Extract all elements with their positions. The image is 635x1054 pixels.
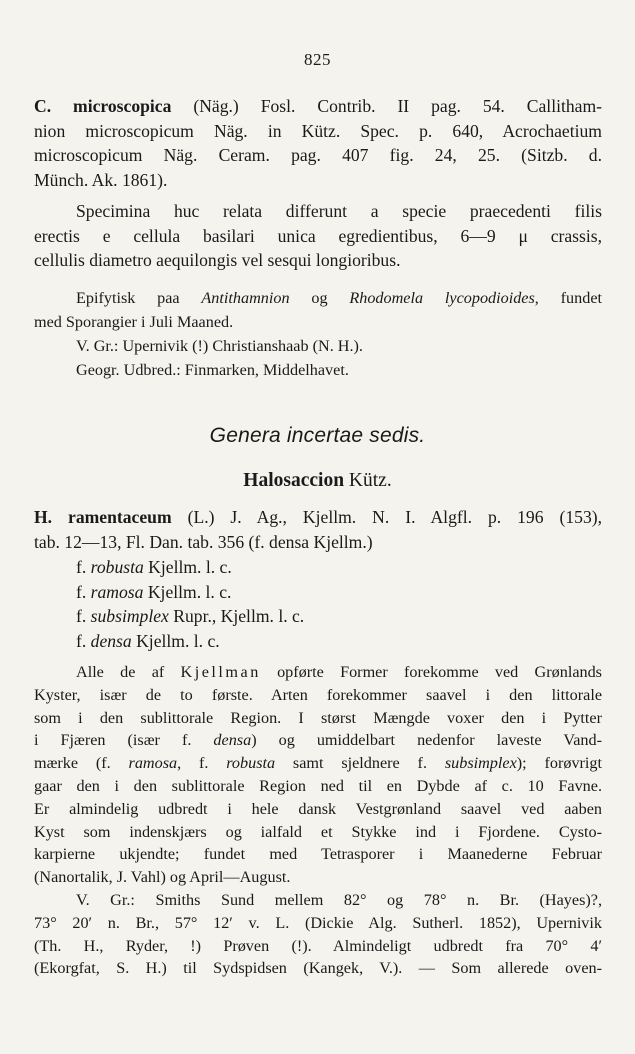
text-line: i Fjæren (især f. densa) og umiddelbart nedenfor laveste Vand- [34, 731, 602, 750]
text-line: (Ekorgfat, S. H.) til Sydspidsen (Kangek, V.). — Som allerede oven- [34, 959, 602, 978]
text-line: Er almindelig udbredt i hele dansk Vestgrønland saavel ved aaben [34, 799, 602, 818]
text-line: erectis e cellula basilari unica egredientibus, 6—9 μ crassis, [34, 225, 602, 246]
latin-description [34, 199, 602, 273]
text-line: microscopicum Näg. Ceram. pag. 407 fig. 24, 25. (Sitzb. d. [34, 145, 602, 165]
text-line: tab. 12—13, Fl. Dan. tab. 356 (f. densa Kjellm.) [34, 531, 373, 552]
text-line: Geogr. Udbred.: Finmarken, Middelhavet. [76, 361, 349, 379]
text-line: med Sporangier i Juli Maaned. [34, 313, 234, 331]
text-line: Kyster, især de to første. Arten forekommer saavel i den littorale [34, 685, 602, 704]
text-line: Alle de af Kjellman opførte Former forekomme ved Grønlands [76, 663, 602, 681]
page-number: 825 [304, 50, 331, 69]
habitat-notes [34, 286, 602, 382]
text-line: nion microscopicum Näg. in Kütz. Spec. p. 640, Acrochaetium [34, 120, 602, 141]
text-line: Specimina huc relata differunt a specie praecedenti filis [76, 201, 602, 221]
section-title: Genera incertae sedis. [209, 424, 426, 447]
text-line: V. Gr.: Smiths Sund mellem 82° og 78° n. Br. (Hayes)?, [76, 890, 602, 909]
form-list [76, 555, 304, 653]
text-line: (Th. H., Ryder, !) Prøven (!). Almindeligt udbredt fra 70° 4′ [34, 936, 602, 955]
list-item: f. densa Kjellm. l. c. [76, 630, 220, 651]
genus-heading: Halosaccion Kütz. [243, 470, 392, 491]
text-line: H. ramentaceum (L.) J. Ag., Kjellm. N. I. Algfl. p. 196 (153), [34, 507, 602, 527]
list-item: f. subsimplex Rupr., Kjellm. l. c. [76, 606, 305, 626]
text-line: (Nanortalik, J. Vahl) og April—August. [34, 868, 291, 887]
text-line: cellulis diametro aequilongis vel sesqui longioribus. [34, 250, 401, 270]
c-microscopica-entry [34, 94, 602, 192]
text-line: Kyst som indenskjærs og ialfald et Stykke ind i Fjordene. Cysto- [34, 822, 602, 841]
text-line: mærke (f. ramosa, f. robusta samt sjeldnere f. subsimplex); forøvrigt [34, 754, 603, 773]
text-line: Epifytisk paa Antithamnion og Rhodomela lycopodioides, fundet [76, 289, 602, 307]
distribution-paragraph [34, 661, 602, 980]
text-line: Münch. Ak. 1861). [34, 169, 168, 190]
text-line: C. microscopica (Näg.) Fosl. Contrib. II pag. 54. Callitham- [34, 96, 603, 116]
text-line: 73° 20′ n. Br., 57° 12′ v. L. (Dickie Alg. Sutherl. 1852), Upernivik [34, 913, 602, 932]
text-line: gaar den i den sublittorale Region ned til en Dybde af c. 10 Favne. [34, 776, 602, 795]
list-item: f. robusta Kjellm. l. c. [76, 557, 232, 577]
text-line: som i den sublittorale Region. I størst Mængde voxer den i Pytter [34, 708, 602, 727]
text-line: V. Gr.: Upernivik (!) Christianshaab (N. H.). [76, 337, 363, 355]
h-ramentaceum-entry [34, 505, 602, 554]
list-item: f. ramosa Kjellm. l. c. [76, 581, 232, 602]
text-line: karpierne ukjendte; fundet med Tetrasporer i Maanederne Februar [34, 845, 602, 864]
species-name: H. ramentaceum [34, 507, 172, 527]
species-name: C. microscopica [34, 96, 172, 116]
